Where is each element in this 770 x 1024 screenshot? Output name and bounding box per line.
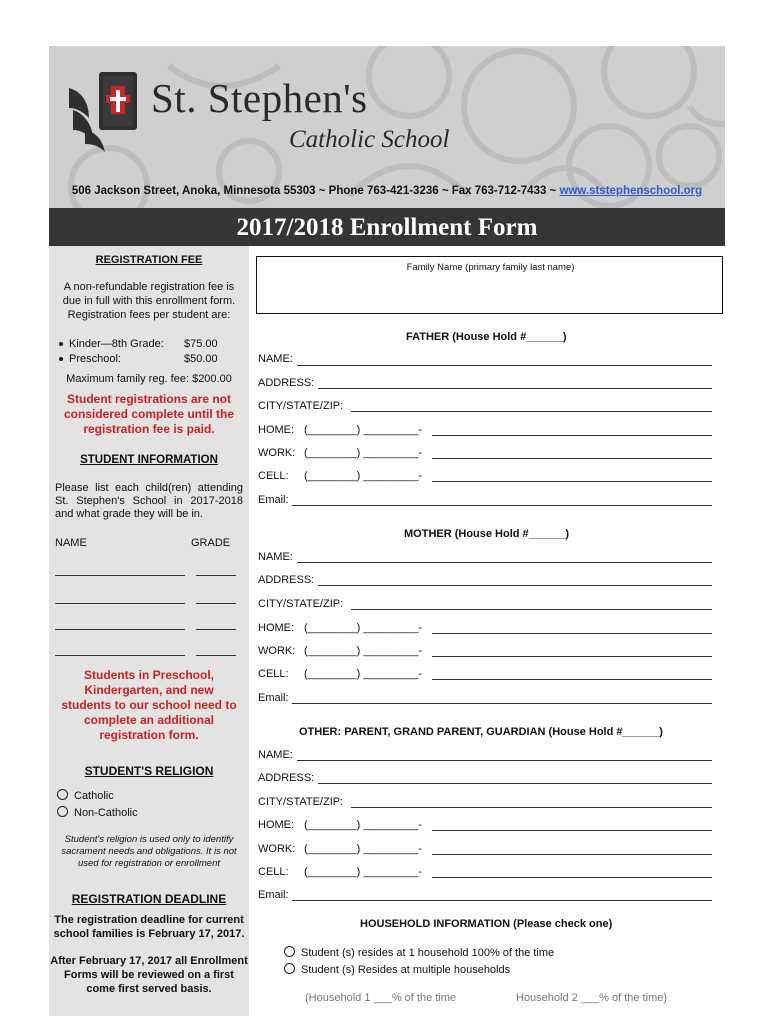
mother-city-label: CITY/STATE/ZIP: — [258, 598, 344, 610]
mother-cell-label: CELL: — [258, 668, 289, 680]
school-logo-icon — [63, 68, 145, 154]
fee-preschool — [59, 353, 218, 365]
mother-email-label: Email: — [258, 692, 289, 704]
option-label: Catholic — [74, 790, 114, 802]
father-cell-blank[interactable]: (________) _________- — [304, 470, 423, 482]
father-home-label: HOME: — [258, 424, 295, 436]
religion-heading: STUDENT'S RELIGION — [84, 764, 214, 778]
title-bar — [49, 208, 725, 246]
registration-warning: Student registrations are not considered complete until the registration fee is paid. — [63, 392, 235, 436]
other-name-line[interactable] — [297, 760, 712, 761]
mother-name-label: NAME: — [258, 551, 293, 563]
address-line — [49, 185, 725, 197]
religion-option-catholic[interactable] — [57, 789, 114, 802]
father-home-blank[interactable]: (________) _________- — [304, 424, 423, 436]
father-name-label: NAME: — [258, 353, 293, 365]
mother-work-label: WORK: — [258, 645, 296, 657]
household-2-percent[interactable]: Household 2 ___% of the time) — [516, 992, 668, 1004]
other-address-line[interactable] — [318, 783, 712, 784]
header-banner — [49, 46, 725, 208]
father-work-line[interactable] — [432, 458, 712, 459]
school-subtitle: Catholic School — [289, 126, 450, 153]
father-heading: FATHER (House Hold #______) — [406, 331, 567, 343]
family-name-box[interactable] — [256, 256, 723, 314]
father-cell-label: CELL: — [258, 470, 289, 482]
fee-label: Preschool: — [69, 353, 121, 365]
radio-circle-icon[interactable] — [284, 946, 295, 957]
fee-amount: $50.00 — [184, 353, 218, 365]
radio-circle-icon[interactable] — [57, 789, 68, 800]
student-grade-line[interactable] — [196, 655, 236, 656]
other-cell-label: CELL: — [258, 866, 289, 878]
other-city-line[interactable] — [351, 807, 712, 808]
radio-circle-icon[interactable] — [284, 963, 295, 974]
address-text: 506 Jackson Street, Anoka, Minnesota 55303 ~ Phone 763-421-3236 ~ Fax 763-712-7433 ~ — [71, 185, 560, 197]
radio-circle-icon[interactable] — [57, 806, 68, 817]
other-email-label: Email: — [258, 889, 289, 901]
student-name-line[interactable] — [55, 629, 185, 630]
household-heading: HOUSEHOLD INFORMATION (Please check one) — [360, 918, 613, 930]
father-email-label: Email: — [258, 494, 289, 506]
student-name-line[interactable] — [55, 603, 185, 604]
mother-home-line[interactable] — [432, 633, 712, 634]
max-family-fee: Maximum family reg. fee: $200.00 — [66, 373, 232, 385]
website-link[interactable]: www.ststephenschool.org — [559, 185, 703, 197]
household-option-single[interactable] — [284, 946, 554, 959]
student-information-text: Please list each child(ren) attending St. Stephen's School in 2017-2018 and what grade they will be in. — [55, 482, 243, 520]
other-work-label: WORK: — [258, 843, 296, 855]
father-work-blank[interactable]: (________) _________- — [304, 447, 423, 459]
household-option-multiple[interactable] — [284, 963, 510, 976]
religion-option-non-catholic[interactable] — [57, 806, 138, 819]
registration-fee-text: A non-refundable registration fee is due in full with this enrollment form. Registration fees per student are: — [62, 281, 236, 321]
student-grade-line[interactable] — [196, 629, 236, 630]
other-name-label: NAME: — [258, 749, 293, 761]
father-city-label: CITY/STATE/ZIP: — [258, 400, 344, 412]
student-grade-line[interactable] — [196, 575, 236, 576]
after-deadline-text: After February 17, 2017 all Enrollment Forms will be reviewed on a first come first served basis. — [50, 955, 248, 995]
preschool-note: Students in Preschool, Kindergarten, and new students to our school need to complete an additional registration form. — [61, 668, 237, 742]
mother-work-blank[interactable]: (________) _________- — [304, 645, 423, 657]
grade-column-header: GRADE — [191, 537, 231, 549]
option-label: Student (s) Resides at multiple households — [301, 964, 511, 976]
father-name-line[interactable] — [297, 365, 712, 366]
mother-home-label: HOME: — [258, 622, 295, 634]
other-home-line[interactable] — [432, 830, 712, 831]
registration-fee-heading: REGISTRATION FEE — [95, 254, 203, 266]
father-home-line[interactable] — [432, 435, 712, 436]
mother-city-line[interactable] — [351, 609, 712, 610]
student-name-line[interactable] — [55, 655, 185, 656]
bullet-icon — [59, 357, 63, 361]
fee-label: Kinder—8th Grade: — [69, 338, 164, 350]
student-grade-line[interactable] — [196, 603, 236, 604]
other-work-blank[interactable]: (________) _________- — [304, 843, 423, 855]
father-cell-line[interactable] — [432, 481, 712, 482]
other-home-label: HOME: — [258, 819, 295, 831]
student-information-heading: STUDENT INFORMATION — [80, 454, 218, 466]
father-email-line[interactable] — [292, 505, 712, 506]
mother-cell-line[interactable] — [432, 679, 712, 680]
mother-email-line[interactable] — [292, 703, 712, 704]
deadline-heading: REGISTRATION DEADLINE — [71, 892, 227, 906]
mother-cell-blank[interactable]: (________) _________- — [304, 668, 423, 680]
name-column-header: NAME — [55, 537, 87, 549]
other-city-label: CITY/STATE/ZIP: — [258, 796, 344, 808]
father-address-label: ADDRESS: — [258, 377, 315, 389]
fee-amount: $75.00 — [184, 338, 218, 350]
mother-heading: MOTHER (House Hold #______) — [404, 528, 570, 540]
fee-kinder — [59, 338, 218, 350]
household-1-percent[interactable]: (Household 1 ___% of the time — [305, 992, 457, 1004]
other-work-line[interactable] — [432, 854, 712, 855]
family-name-label: Family Name (primary family last name) — [406, 262, 575, 273]
mother-address-label: ADDRESS: — [258, 574, 315, 586]
other-cell-line[interactable] — [432, 877, 712, 878]
father-city-line[interactable] — [351, 411, 712, 412]
other-guardian-heading: OTHER: PARENT, GRAND PARENT, GUARDIAN (House Hold #______) — [299, 726, 663, 738]
other-cell-blank[interactable]: (________) _________- — [304, 866, 423, 878]
other-email-line[interactable] — [292, 900, 712, 901]
mother-work-line[interactable] — [432, 656, 712, 657]
deadline-text: The registration deadline for current school families is February 17, 2017. — [53, 914, 245, 940]
father-address-line[interactable] — [318, 388, 712, 389]
father-work-label: WORK: — [258, 447, 296, 459]
other-address-label: ADDRESS: — [258, 772, 315, 784]
school-name: St. Stephen's — [151, 75, 368, 121]
student-name-line[interactable] — [55, 575, 185, 576]
religion-note: Student's religion is used only to identify sacrament needs and obligations. It is not used for registration or enrollment — [61, 834, 237, 869]
option-label: Student (s) resides at 1 household 100% of the time — [301, 947, 555, 959]
form-title: 2017/2018 Enrollment Form — [236, 214, 538, 241]
mother-home-blank[interactable]: (________) _________- — [304, 622, 423, 634]
other-home-blank[interactable]: (________) _________- — [304, 819, 423, 831]
left-column — [49, 246, 249, 1016]
option-label: Non-Catholic — [74, 807, 138, 819]
mother-name-line[interactable] — [297, 562, 712, 563]
mother-address-line[interactable] — [318, 585, 712, 586]
bullet-icon — [59, 342, 63, 346]
